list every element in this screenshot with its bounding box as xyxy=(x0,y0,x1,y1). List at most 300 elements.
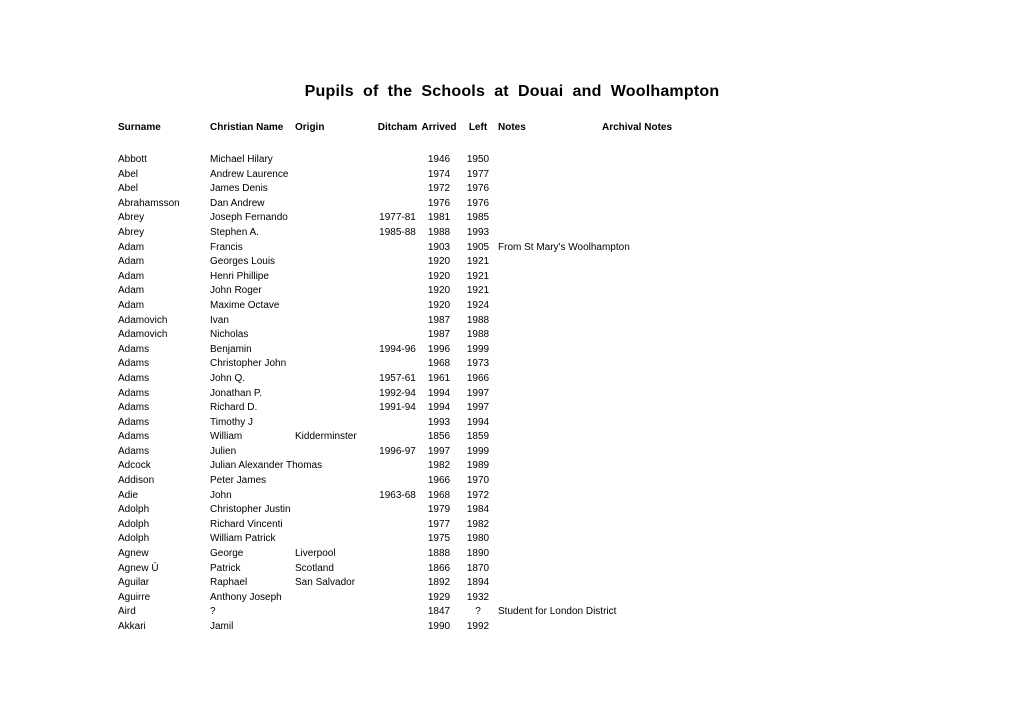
table-row xyxy=(118,518,752,533)
cell-origin xyxy=(295,416,375,431)
cell-arrived: 1920 xyxy=(427,256,451,268)
table-row xyxy=(118,387,752,402)
table-row xyxy=(118,547,752,562)
cell-christian-name: Benjamin xyxy=(210,343,252,355)
cell-origin xyxy=(295,459,375,474)
cell-notes xyxy=(498,168,602,183)
cell-christian-name: Francis xyxy=(210,241,243,253)
cell-ditcham xyxy=(375,153,420,168)
cell-origin xyxy=(295,182,375,197)
cell-archival-notes xyxy=(602,387,752,402)
cell-notes xyxy=(498,620,602,635)
table-row xyxy=(118,489,752,504)
cell-archival-notes xyxy=(602,562,752,577)
cell-origin xyxy=(295,620,375,635)
table-row xyxy=(118,211,752,226)
cell-arrived: 1892 xyxy=(427,577,451,589)
cell-christian-name: ? xyxy=(210,606,216,618)
cell-arrived: 1920 xyxy=(427,270,451,282)
cell-surname: Agnew Ū xyxy=(118,562,159,574)
cell-ditcham: 1985-88 xyxy=(379,226,416,238)
cell-ditcham xyxy=(375,241,420,256)
table-row xyxy=(118,562,752,577)
cell-christian-name: Patrick xyxy=(210,562,241,574)
cell-arrived: 1975 xyxy=(427,533,451,545)
cell-left: 1966 xyxy=(466,372,490,384)
cell-arrived: 1987 xyxy=(427,314,451,326)
cell-christian-name: Nicholas xyxy=(210,329,249,341)
cell-archival-notes xyxy=(602,153,752,168)
column-header-archival-notes: Archival Notes xyxy=(602,122,673,133)
cell-surname: Adams xyxy=(118,387,150,399)
cell-christian-name: Anthony Joseph xyxy=(210,591,282,603)
cell-surname: Adamovich xyxy=(118,314,168,326)
cell-notes xyxy=(498,503,602,518)
cell-notes xyxy=(498,284,602,299)
cell-archival-notes xyxy=(602,591,752,606)
cell-origin xyxy=(295,153,375,168)
cell-surname: Abrahamsson xyxy=(118,197,180,209)
cell-archival-notes xyxy=(602,620,752,635)
cell-ditcham xyxy=(375,562,420,577)
cell-ditcham xyxy=(375,270,420,285)
cell-christian-name: John Roger xyxy=(210,285,262,297)
cell-ditcham: 1963-68 xyxy=(379,489,416,501)
cell-christian-name: Timothy J xyxy=(210,416,253,428)
table-row xyxy=(118,591,752,606)
cell-notes xyxy=(498,226,602,241)
cell-origin: San Salvador xyxy=(295,577,356,589)
cell-origin xyxy=(295,211,375,226)
cell-left: 1932 xyxy=(466,591,490,603)
cell-ditcham xyxy=(375,503,420,518)
cell-surname: Aguilar xyxy=(118,577,150,589)
table-row xyxy=(118,255,752,270)
cell-ditcham xyxy=(375,459,420,474)
cell-arrived: 1961 xyxy=(427,372,451,384)
column-header-notes: Notes xyxy=(498,122,526,133)
cell-archival-notes xyxy=(602,503,752,518)
cell-surname: Abbott xyxy=(118,154,147,165)
cell-arrived: 1968 xyxy=(427,358,451,370)
cell-origin xyxy=(295,372,375,387)
cell-origin: Kidderminster xyxy=(295,431,357,443)
table-row xyxy=(118,153,752,168)
cell-left: 1993 xyxy=(466,226,490,238)
cell-surname: Abrey xyxy=(118,226,145,238)
cell-left: 1976 xyxy=(466,183,490,195)
table-row xyxy=(118,328,752,343)
table-row xyxy=(118,372,752,387)
cell-ditcham: 1991-94 xyxy=(379,402,416,414)
cell-ditcham xyxy=(375,284,420,299)
cell-ditcham xyxy=(375,591,420,606)
table-row xyxy=(118,168,752,183)
table-row xyxy=(118,474,752,489)
cell-origin: Liverpool xyxy=(295,548,336,560)
cell-left: 1921 xyxy=(466,285,490,297)
cell-ditcham xyxy=(375,620,420,635)
cell-origin xyxy=(295,328,375,343)
cell-surname: Adams xyxy=(118,402,150,414)
cell-notes xyxy=(498,591,602,606)
cell-origin xyxy=(295,474,375,489)
cell-origin xyxy=(295,357,375,372)
cell-notes xyxy=(498,576,602,591)
table-row xyxy=(118,620,752,635)
cell-christian-name: Raphael xyxy=(210,577,248,589)
cell-origin xyxy=(295,270,375,285)
cell-archival-notes xyxy=(602,284,752,299)
cell-left: 1992 xyxy=(466,621,490,632)
page-title: Pupils of the Schools at Douai and Woolhampton xyxy=(304,83,720,100)
cell-archival-notes xyxy=(602,474,752,489)
cell-arrived: 1993 xyxy=(427,416,451,428)
table-row xyxy=(118,445,752,460)
cell-arrived: 1994 xyxy=(427,387,451,399)
cell-archival-notes xyxy=(602,357,752,372)
cell-arrived: 1972 xyxy=(427,183,451,195)
cell-left: 1972 xyxy=(466,489,490,501)
cell-ditcham xyxy=(375,576,420,591)
cell-left: 1924 xyxy=(466,299,490,311)
cell-surname: Adams xyxy=(118,445,150,457)
cell-notes xyxy=(498,197,602,212)
cell-surname: Aird xyxy=(118,606,136,618)
table-row xyxy=(118,357,752,372)
cell-surname: Addison xyxy=(118,475,155,487)
cell-left: 1973 xyxy=(466,358,490,370)
cell-archival-notes xyxy=(602,182,752,197)
cell-notes: Student for London District xyxy=(498,606,617,618)
cell-surname: Adamovich xyxy=(118,329,168,341)
table-row xyxy=(118,401,752,416)
cell-left: 1976 xyxy=(466,197,490,209)
cell-ditcham: 1996-97 xyxy=(379,445,416,457)
cell-origin xyxy=(295,591,375,606)
cell-notes xyxy=(498,562,602,577)
cell-left: 1905 xyxy=(466,241,490,253)
cell-left: 1988 xyxy=(466,329,490,341)
cell-arrived: 1982 xyxy=(427,460,451,472)
cell-ditcham xyxy=(375,474,420,489)
cell-archival-notes xyxy=(602,445,752,460)
cell-ditcham: 1992-94 xyxy=(379,387,416,399)
cell-notes xyxy=(498,372,602,387)
cell-origin xyxy=(295,241,375,256)
table-row xyxy=(118,430,752,445)
cell-ditcham xyxy=(375,168,420,183)
cell-surname: Adie xyxy=(118,489,139,501)
cell-left: 1921 xyxy=(466,256,490,268)
cell-ditcham xyxy=(375,547,420,562)
cell-archival-notes xyxy=(602,547,752,562)
cell-notes xyxy=(498,532,602,547)
table-row xyxy=(118,182,752,197)
cell-archival-notes xyxy=(602,416,752,431)
cell-notes xyxy=(498,416,602,431)
cell-left: 1988 xyxy=(466,314,490,326)
cell-arrived: 1977 xyxy=(427,518,451,530)
cell-arrived: 1929 xyxy=(427,591,451,603)
table-row xyxy=(118,503,752,518)
cell-notes xyxy=(498,343,602,358)
cell-notes xyxy=(498,314,602,329)
cell-arrived: 1974 xyxy=(427,168,451,180)
cell-surname: Aguirre xyxy=(118,591,151,603)
cell-arrived: 1997 xyxy=(427,445,451,457)
cell-christian-name: Christopher John xyxy=(210,358,287,370)
cell-surname: Adam xyxy=(118,299,145,311)
cell-surname: Adams xyxy=(118,358,150,370)
table-row xyxy=(118,299,752,314)
cell-notes xyxy=(498,445,602,460)
cell-archival-notes xyxy=(602,255,752,270)
table-body xyxy=(118,153,752,635)
cell-archival-notes xyxy=(602,576,752,591)
cell-archival-notes xyxy=(602,605,752,620)
cell-origin xyxy=(295,168,375,183)
cell-archival-notes xyxy=(602,459,752,474)
cell-christian-name: Maxime Octave xyxy=(210,299,280,311)
table-header-row xyxy=(118,121,752,136)
cell-left: 1921 xyxy=(466,270,490,282)
cell-notes xyxy=(498,489,602,504)
cell-christian-name: Georges Louis xyxy=(210,256,276,268)
cell-left: ? xyxy=(475,606,481,618)
cell-ditcham xyxy=(375,299,420,314)
table-row xyxy=(118,226,752,241)
cell-origin xyxy=(295,518,375,533)
cell-archival-notes xyxy=(602,270,752,285)
cell-left: 1984 xyxy=(466,504,490,516)
cell-arrived: 1866 xyxy=(427,562,451,574)
cell-origin xyxy=(295,387,375,402)
cell-ditcham xyxy=(375,314,420,329)
cell-surname: Adams xyxy=(118,343,150,355)
cell-surname: Adam xyxy=(118,285,145,297)
cell-origin xyxy=(295,532,375,547)
cell-origin xyxy=(295,605,375,620)
cell-surname: Adam xyxy=(118,256,145,268)
cell-left: 1982 xyxy=(466,518,490,530)
cell-left: 1999 xyxy=(466,343,490,355)
cell-christian-name: Stephen A. xyxy=(210,226,259,238)
cell-ditcham xyxy=(375,182,420,197)
cell-notes xyxy=(498,518,602,533)
cell-notes xyxy=(498,153,602,168)
cell-ditcham: 1977-81 xyxy=(379,212,416,224)
table-row xyxy=(118,343,752,358)
cell-surname: Adolph xyxy=(118,533,150,545)
cell-archival-notes xyxy=(602,343,752,358)
cell-ditcham xyxy=(375,518,420,533)
cell-christian-name: Ivan xyxy=(210,314,229,326)
cell-origin xyxy=(295,284,375,299)
cell-arrived: 1990 xyxy=(427,621,451,632)
cell-notes xyxy=(498,357,602,372)
table-row xyxy=(118,416,752,431)
cell-christian-name: Jonathan P. xyxy=(210,387,263,399)
cell-notes xyxy=(498,270,602,285)
cell-left: 1985 xyxy=(466,212,490,224)
cell-christian-name: Dan Andrew xyxy=(210,197,265,209)
cell-christian-name: John Q. xyxy=(210,372,246,384)
cell-christian-name: John xyxy=(210,489,232,501)
cell-christian-name: Henri Phillipe xyxy=(210,270,269,282)
cell-archival-notes xyxy=(602,299,752,314)
cell-notes xyxy=(498,387,602,402)
cell-arrived: 1976 xyxy=(427,197,451,209)
cell-origin xyxy=(295,401,375,416)
table-row xyxy=(118,284,752,299)
cell-notes: From St Mary's Woolhampton xyxy=(498,241,630,253)
cell-left: 1894 xyxy=(466,577,490,589)
cell-christian-name: Michael Hilary xyxy=(210,154,273,165)
cell-surname: Adams xyxy=(118,372,150,384)
table-row xyxy=(118,197,752,212)
column-header-arrived: Arrived xyxy=(421,122,457,133)
column-header-surname: Surname xyxy=(118,122,161,133)
cell-arrived: 1847 xyxy=(427,606,451,618)
cell-christian-name: Richard Vincenti xyxy=(210,518,283,530)
cell-ditcham: 1957-61 xyxy=(379,372,416,384)
cell-arrived: 1987 xyxy=(427,329,451,341)
cell-surname: Abel xyxy=(118,183,139,195)
cell-origin: Scotland xyxy=(295,562,334,574)
cell-surname: Adams xyxy=(118,431,150,443)
cell-left: 1890 xyxy=(466,548,490,560)
column-header-left: Left xyxy=(468,122,488,133)
cell-christian-name: Andrew Laurence xyxy=(210,168,289,180)
cell-archival-notes xyxy=(602,328,752,343)
cell-ditcham xyxy=(375,416,420,431)
cell-surname: Adolph xyxy=(118,504,150,516)
table-row xyxy=(118,241,752,256)
table-row xyxy=(118,532,752,547)
cell-ditcham xyxy=(375,430,420,445)
cell-arrived: 1966 xyxy=(427,475,451,487)
table-row xyxy=(118,270,752,285)
table-row xyxy=(118,459,752,474)
cell-archival-notes xyxy=(602,430,752,445)
cell-archival-notes xyxy=(602,489,752,504)
cell-notes xyxy=(498,547,602,562)
cell-archival-notes xyxy=(602,518,752,533)
cell-notes xyxy=(498,328,602,343)
cell-surname: Akkari xyxy=(118,621,146,632)
cell-arrived: 1920 xyxy=(427,299,451,311)
cell-origin xyxy=(295,197,375,212)
cell-arrived: 1903 xyxy=(427,241,451,253)
cell-origin xyxy=(295,343,375,358)
cell-arrived: 1994 xyxy=(427,402,451,414)
cell-ditcham xyxy=(375,328,420,343)
cell-archival-notes xyxy=(602,211,752,226)
cell-left: 1859 xyxy=(466,431,490,443)
cell-archival-notes xyxy=(602,532,752,547)
cell-christian-name: Jamil xyxy=(210,621,234,632)
cell-christian-name: Julien xyxy=(210,445,237,457)
cell-arrived: 1856 xyxy=(427,431,451,443)
cell-ditcham: 1994-96 xyxy=(379,343,416,355)
cell-origin xyxy=(295,299,375,314)
cell-left: 1997 xyxy=(466,402,490,414)
cell-notes xyxy=(498,474,602,489)
cell-surname: Adcock xyxy=(118,460,151,472)
cell-left: 1977 xyxy=(466,168,490,180)
cell-christian-name: Richard D. xyxy=(210,402,258,414)
cell-notes xyxy=(498,255,602,270)
cell-arrived: 1996 xyxy=(427,343,451,355)
cell-ditcham xyxy=(375,605,420,620)
cell-ditcham xyxy=(375,532,420,547)
cell-christian-name: William Patrick xyxy=(210,533,276,545)
cell-arrived: 1979 xyxy=(427,504,451,516)
cell-archival-notes xyxy=(602,241,752,256)
cell-notes xyxy=(498,401,602,416)
cell-origin xyxy=(295,489,375,504)
cell-origin xyxy=(295,255,375,270)
cell-ditcham xyxy=(375,357,420,372)
cell-left: 1950 xyxy=(466,154,490,165)
cell-notes xyxy=(498,459,602,474)
column-header-christian-name: Christian Name xyxy=(210,122,284,133)
cell-surname: Adam xyxy=(118,270,145,282)
cell-origin xyxy=(295,445,375,460)
cell-surname: Adam xyxy=(118,241,145,253)
cell-archival-notes xyxy=(602,226,752,241)
cell-surname: Abrey xyxy=(118,212,145,224)
cell-surname: Agnew xyxy=(118,548,149,560)
cell-left: 1997 xyxy=(466,387,490,399)
cell-left: 1999 xyxy=(466,445,490,457)
cell-notes xyxy=(498,299,602,314)
cell-ditcham xyxy=(375,255,420,270)
cell-christian-name: George xyxy=(210,548,244,560)
cell-arrived: 1888 xyxy=(427,548,451,560)
table-row xyxy=(118,605,752,620)
cell-surname: Abel xyxy=(118,168,139,180)
cell-arrived: 1920 xyxy=(427,285,451,297)
cell-origin xyxy=(295,226,375,241)
cell-left: 1980 xyxy=(466,533,490,545)
column-header-ditcham: Ditcham xyxy=(377,122,418,133)
cell-christian-name: Peter James xyxy=(210,475,267,487)
cell-archival-notes xyxy=(602,168,752,183)
cell-left: 1989 xyxy=(466,460,490,472)
cell-archival-notes xyxy=(602,372,752,387)
cell-left: 1994 xyxy=(466,416,490,428)
cell-ditcham xyxy=(375,197,420,212)
cell-left: 1870 xyxy=(466,562,490,574)
cell-notes xyxy=(498,211,602,226)
cell-origin xyxy=(295,503,375,518)
cell-left: 1970 xyxy=(466,475,490,487)
cell-surname: Adolph xyxy=(118,518,150,530)
cell-archival-notes xyxy=(602,197,752,212)
table-row xyxy=(118,314,752,329)
cell-archival-notes xyxy=(602,314,752,329)
cell-notes xyxy=(498,182,602,197)
cell-origin xyxy=(295,314,375,329)
cell-arrived: 1981 xyxy=(427,212,451,224)
cell-archival-notes xyxy=(602,401,752,416)
cell-christian-name: Julian Alexander Thomas xyxy=(210,460,323,472)
cell-christian-name: William xyxy=(210,431,243,443)
cell-arrived: 1988 xyxy=(427,226,451,238)
cell-christian-name: Christopher Justin xyxy=(210,504,291,516)
